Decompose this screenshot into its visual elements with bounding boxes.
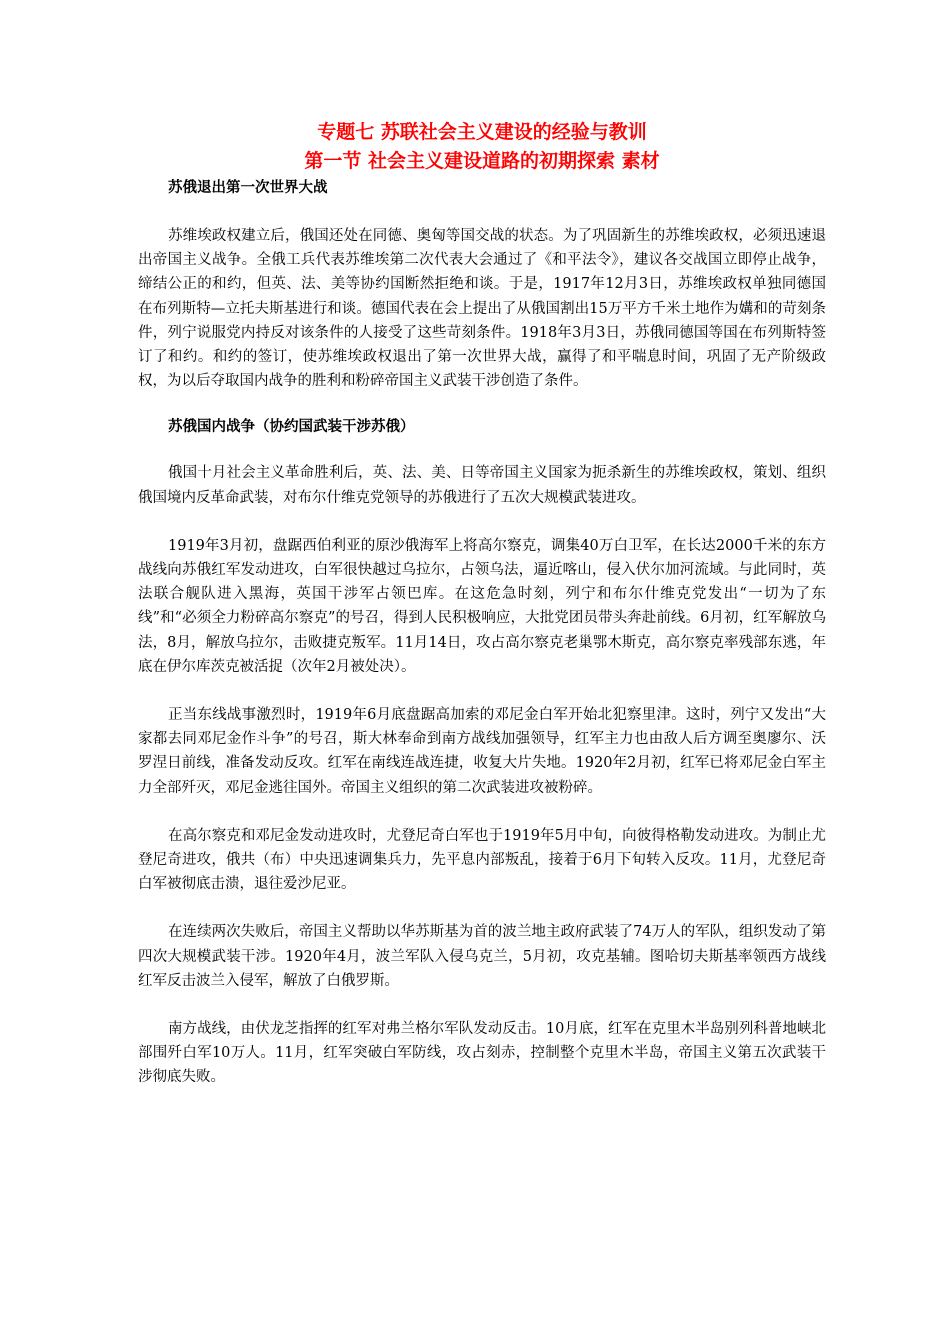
document-title [138,118,826,176]
document-page [138,118,826,1090]
section-heading-withdrawal: 苏俄退出第一次世界大战 [168,180,328,196]
paragraph: 在高尔察克和邓尼金发动进攻时，尤登尼奇白军也于1919年5月中旬，向彼得格勒发动进攻。为制止尤登尼奇进攻，俄共（布）中央迅速调集兵力，先平息内部叛乱，接着于6月下旬转入反攻。11月，尤登尼奇白军被彻底击溃，退往爱沙尼亚。 [138,827,826,893]
paragraph: 苏维埃政权建立后，俄国还处在同德、奥匈等国交战的状态。为了巩固新生的苏维埃政权，必须迅速退出帝国主义战争。全俄工兵代表苏维埃第二次代表大会通过了《和平法令》，建议各交战国立即停止战争，缔结公正的和约，但英、法、美等协约国断然拒绝和谈。于是，1917年12月3日，苏维埃政权单独同德国在布列斯特—立托夫斯基进行和谈。德国代表在会上提出了从俄国割出15万平方千米土地作为媾和的苛刻条件，列宁说服党内持反对该条件的人接受了这些苛刻条件。1918年3月3日，苏俄同德国等国在布列斯特签订了和约。和约的签订，使苏维埃政权退出了第一次世界大战，赢得了和平喘息时间，巩固了无产阶级政权，为以后夺取国内战争的胜利和粉碎帝国主义武装干涉创造了条件。 [138,228,826,390]
title-line-1: 专题七 苏联社会主义建设的经验与教训 [317,121,647,143]
paragraph: 正当东线战事激烈时，1919年6月底盘踞高加索的邓尼金白军开始北犯察里津。这时，列宁又发出“大家都去同邓尼金作斗争”的号召，斯大林奉命到南方战线加强领导，红军主力也由敌人后方调至奥廖尔、沃罗涅日前线，准备发动反攻。红军在南线连战连捷，收复大片失地。1920年2月初，红军已将邓尼金白军主力全部歼灭，邓尼金逃往国外。帝国主义组织的第二次武装进攻被粉碎。 [138,707,826,796]
paragraph: 在连续两次失败后，帝国主义帮助以华苏斯基为首的波兰地主政府武装了74万人的军队，组织发动了第四次大规模武装干涉。1920年4月，波兰军队入侵乌克兰，5月初，攻克基辅。图哈切夫斯基率领西方战线红军反击波兰入侵军，解放了白俄罗斯。 [138,924,826,989]
paragraph: 俄国十月社会主义革命胜利后，英、法、美、日等帝国主义国家为扼杀新生的苏维埃政权，策划、组织俄国境内反革命武装，对布尔什维克党领导的苏俄进行了五次大规模武装进攻。 [138,465,826,506]
title-line-2: 第一节 社会主义建设道路的初期探索 素材 [304,150,660,172]
section-heading-civil-war: 苏俄国内战争（协约国武装干涉苏俄） [168,419,415,436]
paragraph: 南方战线，由伏龙芝指挥的红军对弗兰格尔军队发动反击。10月底，红军在克里木半岛别列科普地峡北部围歼白军10万人。11月，红军突破白军防线，攻占刻赤，控制整个克里木半岛，帝国主义第五次武装干涉彻底失败。 [138,1021,826,1086]
paragraph: 1919年3月初，盘踞西伯利亚的原沙俄海军上将高尔察克，调集40万白卫军，在长达2000千米的东方战线向苏俄红军发动进攻，白军很快越过乌拉尔，占领乌法，逼近喀山，侵入伏尔加河流域。与此同时，英法联合舰队进入黑海，英国干涉军占领巴库。在这危急时刻，列宁和布尔什维克党发出“一切为了东线”和“必须全力粉碎高尔察克”的号召，得到人民积极响应，大批党团员带头奔赴前线。6月初，红军解放乌法，8月，解放乌拉尔，击败捷克叛军。11月14日，攻占高尔察克老巢鄂木斯克，高尔察克率残部东逃，年底在伊尔库茨克被活捉（次年2月被处决）。 [138,537,826,675]
